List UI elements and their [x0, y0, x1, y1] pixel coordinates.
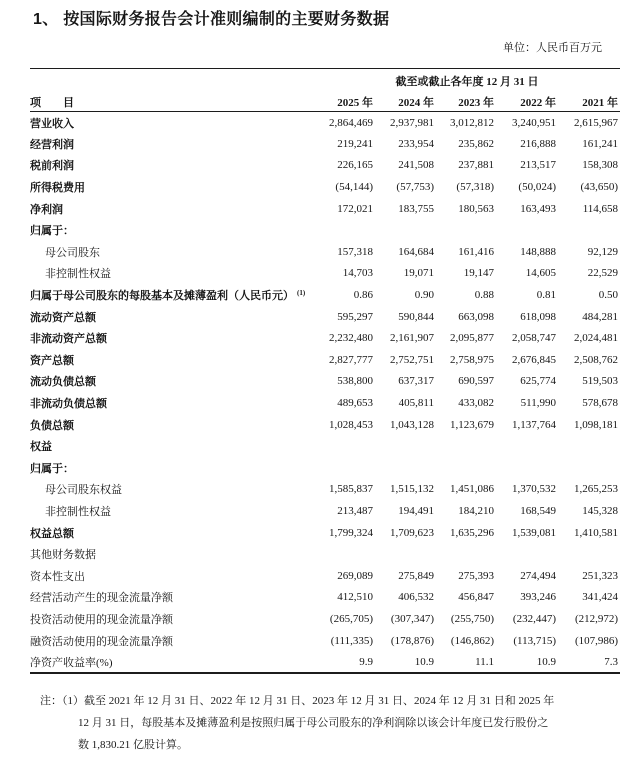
- table-row: [30, 479, 620, 501]
- value-cell: 405,811: [398, 397, 434, 410]
- value-cell: 456,847: [458, 591, 494, 604]
- footnote: [40, 690, 641, 756]
- value-cell: 1,539,081: [512, 526, 556, 539]
- table-row: [30, 176, 620, 198]
- value-cell: 9.9: [359, 655, 373, 668]
- value-cell: 164,684: [398, 245, 434, 258]
- span-header: 截至或截止各年度 12 月 31 日: [395, 75, 539, 88]
- table-row: [30, 133, 620, 155]
- value-cell: 618,098: [520, 310, 556, 323]
- value-cell: 251,323: [582, 569, 619, 582]
- value-cell: 11.1: [475, 655, 494, 668]
- row-label: 税前利润: [30, 160, 74, 173]
- row-label: 非控制性权益: [45, 268, 111, 281]
- row-label: 母公司股东权益: [45, 484, 122, 497]
- row-label: 其他财务数据: [30, 549, 96, 562]
- table-row: [30, 219, 620, 241]
- value-cell: 0.81: [536, 289, 556, 302]
- value-cell: (107,986): [574, 634, 619, 647]
- value-cell: (113,715): [513, 634, 556, 647]
- row-label: 资产总额: [30, 354, 74, 367]
- value-cell: 148,888: [520, 245, 556, 258]
- value-cell: 1,515,132: [390, 483, 434, 496]
- value-cell: (50,024): [518, 181, 556, 194]
- row-label: 融资活动使用的现金流量净额: [30, 635, 173, 648]
- table-row: [30, 284, 620, 306]
- table-row: [30, 392, 620, 414]
- value-cell: 2,095,877: [450, 332, 494, 345]
- table-row: [30, 371, 620, 393]
- value-cell: 1,123,679: [450, 418, 494, 431]
- value-cell: 3,240,951: [512, 116, 556, 129]
- table-row: [30, 630, 620, 652]
- value-cell: 1,709,623: [390, 526, 434, 539]
- table-row: [30, 241, 620, 263]
- value-cell: 158,308: [582, 159, 619, 172]
- value-cell: 161,241: [582, 137, 619, 150]
- row-label: 所得税费用: [30, 182, 85, 195]
- value-cell: 511,990: [520, 397, 556, 410]
- footnote-line: 12 月 31 日，每股基本及摊薄盈利是按照归属于母公司股东的净利润除以该会计年度已发行股份之: [78, 716, 549, 729]
- row-label: 权益总额: [30, 527, 74, 540]
- row-label: 投资活动使用的现金流量净额: [30, 613, 173, 626]
- value-cell: 625,774: [520, 375, 556, 388]
- value-cell: (54,144): [335, 181, 373, 194]
- row-label: 资本性支出: [30, 570, 85, 583]
- row-label: 经营活动产生的现金流量净额: [30, 592, 173, 605]
- value-cell: [558, 457, 620, 479]
- row-label: 权益: [30, 441, 52, 454]
- value-cell: (265,705): [329, 612, 373, 625]
- value-cell: [375, 543, 436, 565]
- table-row: [30, 435, 620, 457]
- value-cell: 274,494: [520, 569, 556, 582]
- financial-table: [30, 68, 620, 674]
- value-cell: (178,876): [390, 634, 434, 647]
- row-label: 归属于母公司股东的每股基本及摊薄盈利（人民币元） $^{(1)}$: [30, 289, 306, 303]
- value-cell: [436, 457, 496, 479]
- value-cell: 1,028,453: [329, 418, 373, 431]
- row-label: 非流动负债总额: [30, 398, 107, 411]
- value-cell: 2,161,907: [390, 332, 434, 345]
- row-label: 母公司股东: [45, 246, 100, 259]
- table-row: [30, 651, 620, 673]
- value-cell: [436, 543, 496, 565]
- span-header-row: [30, 69, 620, 93]
- value-cell: 484,281: [582, 310, 619, 323]
- table-row: [30, 155, 620, 177]
- value-cell: [375, 435, 436, 457]
- value-cell: [436, 219, 496, 241]
- value-cell: [314, 219, 375, 241]
- row-label: 净利润: [30, 203, 63, 216]
- value-cell: 1,370,532: [512, 483, 556, 496]
- value-cell: [314, 457, 375, 479]
- value-cell: 2,937,981: [390, 116, 434, 129]
- value-cell: 7.3: [604, 655, 619, 668]
- value-cell: 0.88: [474, 289, 494, 302]
- value-cell: 2,827,777: [329, 353, 373, 366]
- value-cell: (255,750): [450, 612, 494, 625]
- value-cell: 269,089: [337, 569, 373, 582]
- value-cell: 19,071: [403, 267, 434, 280]
- value-cell: (232,447): [512, 612, 556, 625]
- value-cell: 590,844: [398, 310, 434, 323]
- value-cell: 0.50: [598, 289, 619, 302]
- value-cell: 341,424: [582, 591, 619, 604]
- table-row: [30, 306, 620, 328]
- row-label: 营业收入: [30, 117, 74, 130]
- value-cell: (146,862): [450, 634, 494, 647]
- table-row: [30, 587, 620, 609]
- row-label: 非流动资产总额: [30, 333, 107, 346]
- value-cell: 412,510: [337, 591, 373, 604]
- unit-label: 单位：人民币百万元: [503, 42, 602, 54]
- value-cell: (111,335): [330, 634, 373, 647]
- report-page: [0, 6, 641, 759]
- value-cell: 2,864,469: [329, 116, 373, 129]
- value-cell: 1,137,764: [512, 418, 556, 431]
- value-cell: 538,800: [337, 375, 373, 388]
- value-cell: [436, 435, 496, 457]
- table-body: [30, 112, 620, 673]
- value-cell: 172,021: [337, 202, 373, 215]
- footnote-ref: (1): [297, 289, 306, 298]
- value-cell: 2,676,845: [512, 353, 556, 366]
- value-cell: 1,799,324: [329, 526, 373, 539]
- value-cell: 22,529: [587, 267, 619, 280]
- value-cell: 578,678: [582, 397, 619, 410]
- row-label: 净资产收益率(%): [30, 656, 113, 669]
- footnote-line: 注：（1）截至 2021 年 12 月 31 日、2022 年 12 月 31 日、2023 年 12 月 31 日、2024 年 12 月 31 日和 2025 年: [40, 694, 555, 707]
- value-cell: 213,517: [520, 159, 556, 172]
- value-cell: [375, 457, 436, 479]
- value-cell: 1,410,581: [574, 526, 619, 539]
- value-cell: [496, 543, 558, 565]
- table-row: [30, 608, 620, 630]
- value-cell: 184,210: [458, 504, 494, 517]
- value-cell: 183,755: [398, 202, 434, 215]
- value-cell: 1,451,086: [450, 483, 494, 496]
- value-cell: [558, 435, 620, 457]
- table-row: [30, 522, 620, 544]
- value-cell: 161,416: [458, 245, 494, 258]
- value-cell: 1,098,181: [574, 418, 619, 431]
- value-cell: 0.90: [414, 289, 434, 302]
- value-cell: 595,297: [337, 310, 373, 323]
- value-cell: 114,658: [582, 202, 619, 215]
- value-cell: 393,246: [520, 591, 556, 604]
- value-cell: 2,615,967: [574, 116, 619, 129]
- value-cell: [375, 219, 436, 241]
- value-cell: (43,650): [580, 181, 619, 194]
- row-label: 非控制性权益: [45, 505, 111, 518]
- row-label: 流动资产总额: [30, 311, 96, 324]
- value-cell: 213,487: [337, 504, 373, 517]
- value-cell: 2,508,762: [574, 353, 619, 366]
- value-cell: 10.9: [414, 655, 434, 668]
- table-row: [30, 198, 620, 220]
- value-cell: 2,058,747: [512, 332, 556, 345]
- column-header-row: [30, 93, 620, 112]
- row-label: 负债总额: [30, 419, 74, 432]
- value-cell: 2,232,480: [329, 332, 373, 345]
- value-cell: 1,265,253: [574, 483, 619, 496]
- value-cell: 168,549: [520, 504, 556, 517]
- table-head: [30, 69, 620, 112]
- value-cell: 233,954: [398, 137, 434, 150]
- table-row: [30, 327, 620, 349]
- table-row: [30, 263, 620, 285]
- span-header-spacer: [30, 69, 314, 93]
- value-cell: 235,862: [458, 137, 494, 150]
- value-cell: [496, 457, 558, 479]
- value-cell: 237,881: [458, 159, 494, 172]
- section-title: 1、 按国际财务报告会计准则编制的主要财务数据: [33, 11, 390, 28]
- value-cell: 2,024,481: [574, 332, 619, 345]
- value-cell: 2,752,751: [390, 353, 434, 366]
- value-cell: 219,241: [337, 137, 373, 150]
- row-label: 经营利润: [30, 138, 74, 151]
- column-header-year: 2024 年: [398, 96, 434, 109]
- table-row: [30, 457, 620, 479]
- value-cell: [496, 435, 558, 457]
- value-cell: (307,347): [390, 612, 434, 625]
- row-label: 归属于：: [30, 462, 74, 475]
- value-cell: 433,082: [458, 397, 494, 410]
- value-cell: 14,703: [342, 267, 373, 280]
- column-header-year: 2022 年: [520, 96, 556, 109]
- value-cell: 226,165: [337, 159, 373, 172]
- column-header-year: 2025 年: [337, 96, 373, 109]
- value-cell: 194,491: [398, 504, 434, 517]
- column-header-item: 项 目: [30, 96, 74, 109]
- value-cell: [314, 543, 375, 565]
- table-row: [30, 112, 620, 134]
- value-cell: 663,098: [458, 310, 494, 323]
- table-row: [30, 543, 620, 565]
- value-cell: 10.9: [536, 655, 556, 668]
- value-cell: 690,597: [458, 375, 494, 388]
- value-cell: 3,012,812: [450, 116, 494, 129]
- value-cell: 241,508: [398, 159, 434, 172]
- value-cell: 216,888: [520, 137, 556, 150]
- value-cell: 19,147: [463, 267, 494, 280]
- column-header-year: 2021 年: [582, 96, 619, 109]
- value-cell: 1,585,837: [329, 483, 373, 496]
- value-cell: 163,493: [520, 202, 556, 215]
- value-cell: 1,043,128: [390, 418, 434, 431]
- value-cell: [558, 219, 620, 241]
- value-cell: (57,753): [396, 181, 434, 194]
- value-cell: [496, 219, 558, 241]
- value-cell: 489,653: [337, 397, 373, 410]
- value-cell: (57,318): [456, 181, 494, 194]
- value-cell: 519,503: [582, 375, 619, 388]
- value-cell: 145,328: [582, 504, 619, 517]
- row-label: 归属于：: [30, 225, 74, 238]
- table-row: [30, 349, 620, 371]
- value-cell: 1,635,296: [450, 526, 494, 539]
- value-cell: 0.86: [353, 289, 373, 302]
- footnote-line: 数 1,830.21 亿股计算。: [78, 738, 188, 751]
- value-cell: 157,318: [337, 245, 373, 258]
- value-cell: 14,605: [525, 267, 556, 280]
- value-cell: 637,317: [398, 375, 434, 388]
- value-cell: (212,972): [574, 612, 619, 625]
- value-cell: 275,849: [398, 569, 434, 582]
- value-cell: [558, 543, 620, 565]
- value-cell: 275,393: [458, 569, 494, 582]
- value-cell: 180,563: [458, 202, 494, 215]
- value-cell: [314, 435, 375, 457]
- table-row: [30, 500, 620, 522]
- column-header-year: 2023 年: [458, 96, 494, 109]
- row-label: 流动负债总额: [30, 376, 96, 389]
- table-row: [30, 565, 620, 587]
- value-cell: 406,532: [398, 591, 434, 604]
- value-cell: 92,129: [587, 245, 619, 258]
- value-cell: 2,758,975: [450, 353, 494, 366]
- table-row: [30, 414, 620, 436]
